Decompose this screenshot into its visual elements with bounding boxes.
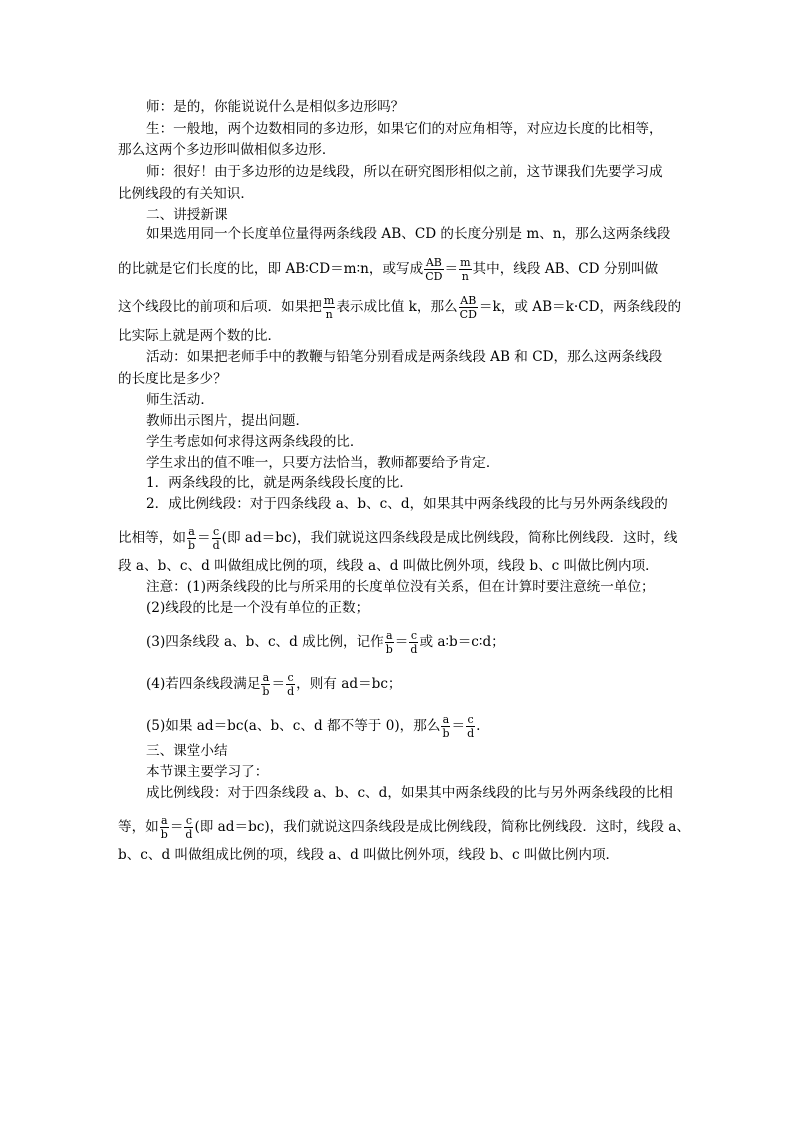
paragraph-point-2-line3: 段 a、b、c、d 叫做组成比例的项，线段 a、d 叫做比例外项，线段 b、c 叫做比例内项． <box>118 558 659 574</box>
fraction-denominator: b <box>442 727 450 740</box>
paragraph-student-answer-line1: 生：一般地，两个边数相同的多边形，如果它们的对应角相等，对应边长度的比相等， <box>146 121 663 137</box>
note-4 <box>146 672 402 697</box>
text-segment: (5)如果 ad＝bc(a、b、c、d 都不等于 0)，那么 <box>146 718 441 734</box>
note-2: (2)线段的比是一个没有单位的正数； <box>146 600 370 616</box>
paragraph-teacher-intro-line2: 比例线段的有关知识． <box>118 186 254 202</box>
text-segment: (3)四条线段 a、b、c、d 成比例，记作 <box>146 634 384 650</box>
fraction-a-over-b <box>160 815 169 840</box>
equals-sign: ＝ <box>169 819 184 835</box>
paragraph-point-1: 1．两条线段的比，就是两条线段长度的比． <box>146 475 413 491</box>
paragraph-student-consider: 学生考虑如何求得这两条线段的比． <box>146 434 364 450</box>
fraction-numerator: a <box>188 525 195 538</box>
paragraph-ratio-def-line2 <box>118 257 658 282</box>
paragraph-student-values: 学生求出的值不唯一，只要方法恰当，教师都要给予肯定． <box>146 455 500 471</box>
fraction-numerator: c <box>287 671 294 684</box>
equals-sign: ＝ <box>197 530 211 546</box>
paragraph-student-answer-line2: 那么这两个多边形叫做相似多边形． <box>118 142 336 158</box>
equals-sign: ＝ <box>394 634 409 650</box>
equals-sign: ＝ <box>444 261 459 277</box>
fraction-a-over-b <box>187 526 196 551</box>
fraction-denominator: b <box>187 539 196 552</box>
fraction-numerator: c <box>410 629 417 642</box>
paragraph-teacher-intro-line1: 师：很好！由于多边形的边是线段，所以在研究图形相似之前，这节课我们先要学习成 <box>146 164 663 180</box>
fraction-a-over-b <box>441 714 450 739</box>
paragraph-summary-line2 <box>118 815 690 840</box>
fraction-numerator: AB <box>425 256 442 269</box>
fraction-c-over-d <box>212 526 221 551</box>
note-1: 注意：(1)两条线段的比与所采用的长度单位没有关系，但在计算时要注意统一单位； <box>146 579 655 595</box>
paragraph-teacher-question: 师：是的，你能说说什么是相似多边形吗？ <box>146 99 405 115</box>
fraction-denominator: b <box>385 643 393 656</box>
section-heading-new-lesson: 二、讲授新课 <box>146 207 228 223</box>
fraction-c-over-d <box>409 630 418 655</box>
paragraph-teacher-shows-picture: 教师出示图片，提出问题． <box>146 413 310 429</box>
fraction-numerator: m <box>323 294 335 307</box>
paragraph-summary-line1: 成比例线段：对于四条线段 a、b、c、d，如果其中两条线段的比与另外两条线段的比相 <box>146 785 673 801</box>
fraction-numerator: a <box>442 713 450 726</box>
paragraph-activity-line1: 活动：如果把老师手中的教鞭与铅笔分别看成是两条线段 AB 和 CD，那么这两条线段 <box>146 349 663 365</box>
paragraph-summary-line3: b、c、d 叫做组成比例的项，线段 a、d 叫做比例外项，线段 b、c 叫做比例内项． <box>118 847 620 863</box>
fraction-numerator: m <box>460 256 471 269</box>
fraction-c-over-d <box>184 815 193 840</box>
text-segment: 比相等，如 <box>118 530 186 546</box>
fraction-c-over-d <box>286 672 295 697</box>
paragraph-ratio-def-line3 <box>118 295 681 320</box>
fraction-denominator: b <box>160 828 168 841</box>
fraction-denominator: d <box>287 685 295 698</box>
fraction-a-over-b <box>261 672 270 697</box>
text-segment: . <box>476 718 481 734</box>
section-heading-summary: 三、课堂小结 <box>146 743 228 759</box>
text-segment: 表示成比值 k，那么 <box>336 299 458 315</box>
fraction-denominator: CD <box>425 270 443 283</box>
paragraph-ratio-def-line4: 比实际上就是两个数的比． <box>118 328 282 344</box>
fraction-denominator: d <box>212 539 220 552</box>
paragraph-ratio-def-line1: 如果选用同一个长度单位量得两条线段 AB、CD 的长度分别是 m、n，那么这两条线段 <box>146 226 671 242</box>
fraction-ab-over-cd <box>424 257 443 282</box>
text-segment: ＝k，或 AB＝k·CD，两条线段的 <box>478 299 682 315</box>
fraction-denominator: n <box>325 308 333 321</box>
text-segment: 的比就是它们长度的比，即 AB∶CD＝m∶n，或写成 <box>118 261 424 277</box>
text-segment: ，则有 ad＝bc； <box>296 676 402 692</box>
fraction-a-over-b <box>385 630 394 655</box>
equals-sign: ＝ <box>271 676 286 692</box>
fraction-numerator: c <box>185 814 193 827</box>
fraction-numerator: a <box>385 629 393 642</box>
fraction-denominator: d <box>410 643 418 656</box>
equals-sign: ＝ <box>451 718 466 734</box>
note-3 <box>146 630 505 655</box>
paragraph-activity-line2: 的长度比是多少？ <box>118 371 227 387</box>
fraction-denominator: b <box>262 685 270 698</box>
fraction-m-over-n <box>323 295 335 320</box>
text-segment: (即 ad＝bc)，我们就说这四条线段是成比例线段，简称比例线段．这时，线段 a、 <box>194 819 690 835</box>
text-segment: 这个线段比的前项和后项．如果把 <box>118 299 322 315</box>
fraction-denominator: d <box>185 828 193 841</box>
fraction-numerator: c <box>213 525 220 538</box>
fraction-numerator: c <box>467 713 474 726</box>
paragraph-teacher-student-activity: 师生活动． <box>146 392 214 408</box>
text-segment: 等，如 <box>118 819 159 835</box>
fraction-numerator: AB <box>460 294 477 307</box>
fraction-ab-over-cd <box>459 295 478 320</box>
fraction-numerator: a <box>161 814 168 827</box>
fraction-denominator: CD <box>459 308 477 321</box>
text-segment: 或 a∶b＝c∶d； <box>419 634 505 650</box>
note-5 <box>146 714 480 739</box>
text-segment: 其中，线段 AB、CD 分别叫做 <box>472 261 659 277</box>
text-segment: (即 ad＝bc)，我们就说这四条线段是成比例线段，简称比例线段．这时，线 <box>221 530 678 546</box>
paragraph-point-2-line1: 2．成比例线段：对于四条线段 a、b、c、d，如果其中两条线段的比与另外两条线段的 <box>146 496 668 512</box>
fraction-m-over-n <box>459 257 471 282</box>
fraction-denominator: n <box>461 270 469 283</box>
text-segment: (4)若四条线段满足 <box>146 676 261 692</box>
fraction-c-over-d <box>466 714 475 739</box>
paragraph-summary-intro: 本节课主要学习了： <box>146 764 269 780</box>
fraction-numerator: a <box>262 671 270 684</box>
fraction-denominator: d <box>467 727 475 740</box>
paragraph-point-2-line2 <box>118 526 678 551</box>
